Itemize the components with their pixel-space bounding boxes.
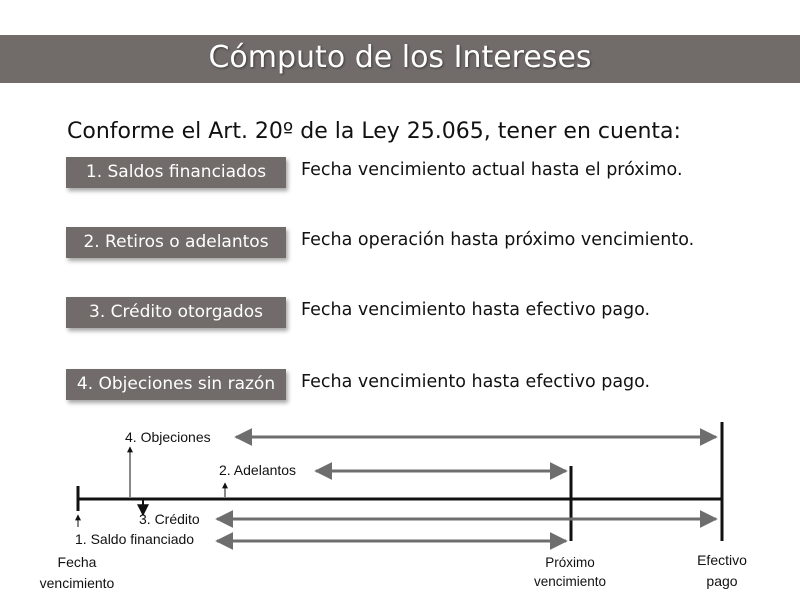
fecha-vencimiento-label: Fecha vencimiento bbox=[39, 554, 115, 591]
saldo-label: 1. Saldo financiado bbox=[75, 531, 195, 547]
item-desc-credito: Fecha vencimiento hasta efectivo pago. bbox=[301, 300, 651, 320]
adelantos-label: 2. Adelantos bbox=[219, 462, 297, 478]
item-label-saldos: 1. Saldos financiados bbox=[66, 157, 286, 188]
slide-title: Cómputo de los Intereses bbox=[208, 40, 592, 75]
efectivo-pago-label: Efectivo pago bbox=[697, 552, 747, 589]
intro-text: Conforme el Art. 20º de la Ley 25.065, tener en cuenta: bbox=[67, 119, 681, 144]
item-label-credito: 3. Crédito otorgados bbox=[66, 297, 286, 328]
objeciones-label: 4. Objeciones bbox=[125, 429, 211, 445]
item-label-objeciones: 4. Objeciones sin razón bbox=[66, 369, 286, 400]
item-desc-objeciones: Fecha vencimiento hasta efectivo pago. bbox=[301, 372, 651, 392]
credito-label: 3. Crédito bbox=[139, 511, 200, 527]
item-desc-retiros: Fecha operación hasta próximo vencimiento. bbox=[301, 230, 695, 250]
proximo-vencimiento-label: Próximo vencimiento bbox=[533, 555, 607, 589]
item-desc-saldos: Fecha vencimiento actual hasta el próximo. bbox=[301, 160, 683, 180]
item-label-retiros: 2. Retiros o adelantos bbox=[66, 227, 286, 258]
